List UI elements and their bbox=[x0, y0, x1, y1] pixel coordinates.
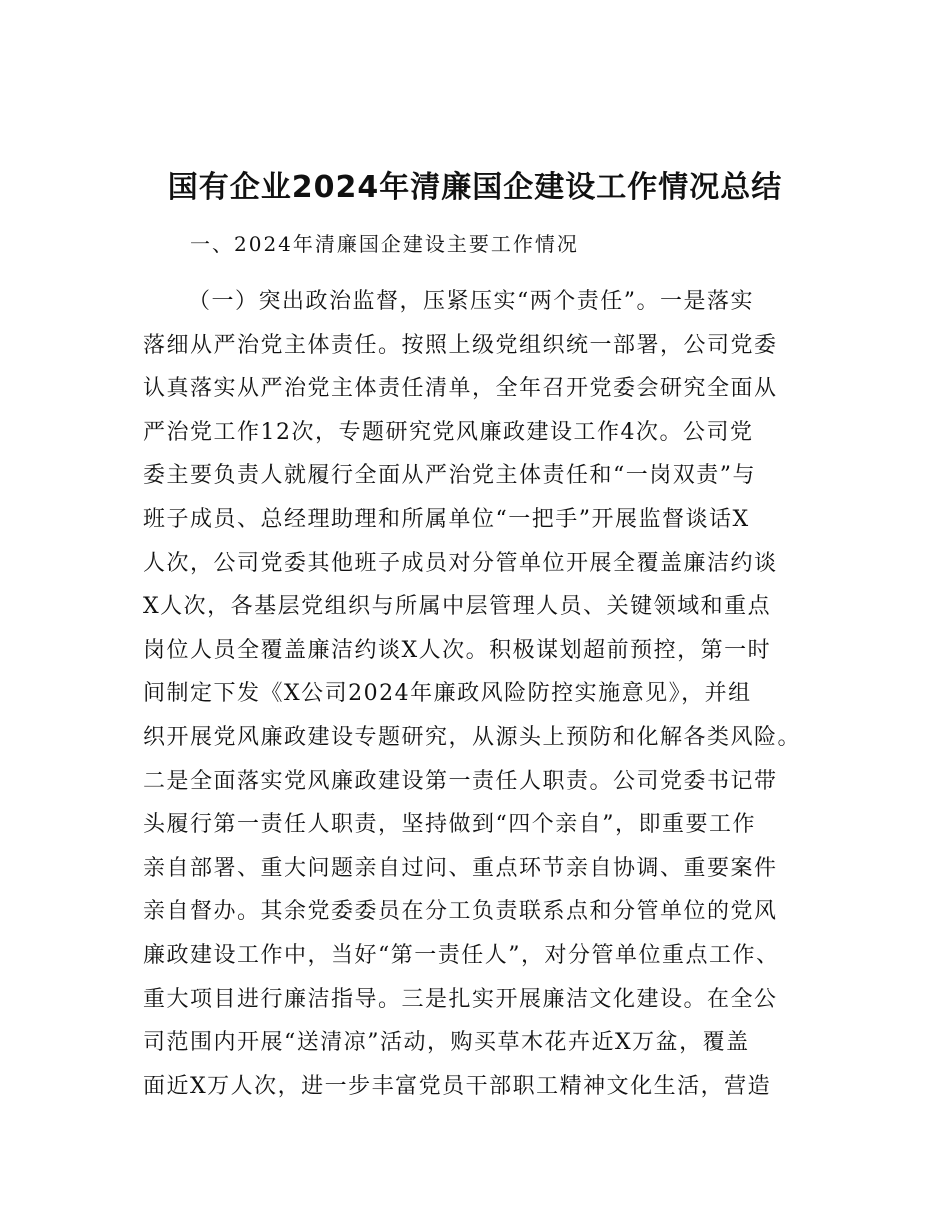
paragraph-line: 亲自督办。其余党委委员在分工负责联系点和分管单位的党风 bbox=[143, 899, 778, 925]
paragraph-line: 司范围内开展“送清凉”活动，购买草木花卉近X万盆，覆盖 bbox=[143, 1030, 750, 1056]
paragraph-line: 廉政建设工作中，当好“第一责任人”，对分管单位重点工作、 bbox=[143, 942, 780, 968]
paragraph-line: 织开展党风廉政建设专题研究，从源头上预防和化解各类风险。 bbox=[143, 724, 802, 750]
document-title: 国有企业2024年清廉国企建设工作情况总结 bbox=[167, 170, 783, 205]
paragraph-line: 落细从严治党主体责任。按照上级党组织统一部署，公司党委 bbox=[143, 332, 778, 358]
paragraph-line: 二是全面落实党风廉政建设第一责任人职责。公司党委书记带 bbox=[143, 768, 778, 794]
paragraph-line: 认真落实从严治党主体责任清单，全年召开党委会研究全面从 bbox=[143, 376, 778, 402]
paragraph-line: 岗位人员全覆盖廉洁约谈X人次。积极谋划超前预控，第一时 bbox=[143, 637, 772, 663]
paragraph-line: 人次，公司党委其他班子成员对分管单位开展全覆盖廉洁约谈 bbox=[143, 550, 778, 576]
paragraph-line: 亲自部署、重大问题亲自过问、重点环节亲自协调、重要案件 bbox=[143, 855, 778, 881]
section-heading: 一、2024年清廉国企建设主要工作情况 bbox=[190, 232, 579, 256]
paragraph-line: 重大项目进行廉洁指导。三是扎实开展廉洁文化建设。在全公 bbox=[143, 986, 778, 1012]
paragraph-line: 面近X万人次，进一步丰富党员干部职工精神文化生活，营造 bbox=[143, 1073, 772, 1099]
paragraph-line: 班子成员、总经理助理和所属单位“一把手”开展监督谈话X bbox=[143, 506, 750, 532]
paragraph-line: 间制定下发《X公司2024年廉政风险防控实施意见》，并组 bbox=[143, 681, 752, 707]
paragraph-line: 头履行第一责任人职责，坚持做到“四个亲自”，即重要工作 bbox=[143, 812, 756, 838]
paragraph-line: 委主要负责人就履行全面从严治党主体责任和“一岗双责”与 bbox=[143, 463, 756, 489]
body-paragraph bbox=[143, 280, 823, 1108]
paragraph-line: X人次，各基层党组织与所属中层管理人员、关键领域和重点 bbox=[143, 594, 772, 620]
paragraph-line: 严治党工作12次，专题研究党风廉政建设工作4次。公司党 bbox=[143, 419, 754, 445]
paragraph-line: （一）突出政治监督，压紧压实“两个责任”。一是落实 bbox=[188, 289, 754, 314]
